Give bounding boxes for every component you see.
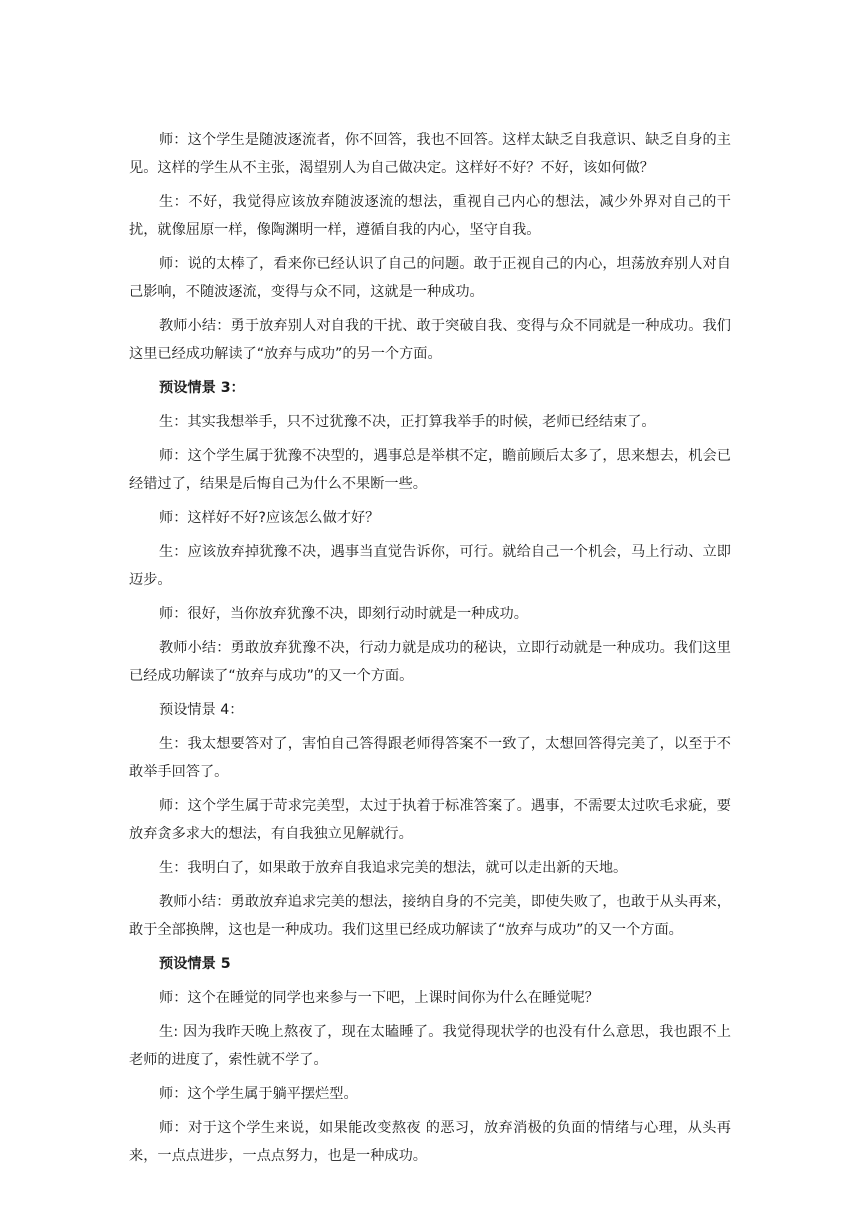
paragraph: 教师小结：勇敢放弃追求完美的想法，接纳自身的不完美，即使失败了，也敢于从头再来，敢于全部换牌，这也是一种成功。我们这里已经成功解读了“放弃与成功”的又一个方面。 [129,894,731,938]
paragraph: 教师小结：勇于放弃别人对自我的干扰、敢于突破自我、变得与众不同就是一种成功。我们这里已经成功解读了“放弃与成功”的另一个方面。 [129,318,731,362]
paragraph: 师：这个学生属于犹豫不决型的，遇事总是举棋不定，瞻前顾后太多了，思来想去，机会已经错过了，结果是后悔自己为什么不果断一些。 [129,448,731,492]
paragraph: 师：这个学生是随波逐流者，你不回答，我也不回答。这样太缺乏自我意识、缺乏自身的主见。这样的学生从不主张，渴望别人为自己做决定。这样好不好？不好，该如何做？ [129,132,731,176]
paragraph: 师：这个学生属于苛求完美型，太过于执着于标准答案了。遇事，不需要太过吹毛求疵，要放弃贪多求大的想法，有自我独立见解就行。 [129,798,731,842]
section-heading: 预设情景 4： [159,702,244,718]
paragraph: 生：应该放弃掉犹豫不决，遇事当直觉告诉你，可行。就给自己一个机会，马上行动、立即迈步。 [129,544,731,588]
section-heading: 预设情景 3： [159,380,245,396]
paragraph: 师：说的太棒了，看来你已经认识了自己的问题。敢于正视自己的内心，坦荡放弃别人对自己影响，不随波逐流，变得与众不同，这就是一种成功。 [129,256,731,300]
paragraph: 生：我太想要答对了，害怕自己答得跟老师得答案不一致了，太想回答得完美了，以至于不敢举手回答了。 [129,736,731,780]
paragraph: 教师小结：勇敢放弃犹豫不决，行动力就是成功的秘诀，立即行动就是一种成功。我们这里已经成功解读了“放弃与成功”的又一个方面。 [129,640,731,684]
paragraph: 师：这个在睡觉的同学也来参与一下吧，上课时间你为什么在睡觉呢？ [159,990,599,1006]
paragraph: 生：不好，我觉得应该放弃随波逐流的想法，重视自己内心的想法，减少外界对自己的干扰，就像屈原一样，像陶渊明一样，遵循自我的内心，坚守自我。 [129,194,731,238]
paragraph: 生: 因为我昨天晚上熬夜了，现在太瞌睡了。我觉得现状学的也没有什么意思，我也跟不上老师的进度了，索性就不学了。 [129,1024,731,1068]
section-heading: 预设情景 5 [159,956,231,972]
paragraph: 师：这样好不好?应该怎么做才好？ [159,510,380,526]
paragraph: 师：对于这个学生来说，如果能改变熬夜 的恶习，放弃消极的负面的情绪与心理，从头再来，一点点进步，一点点努力，也是一种成功。 [129,1120,731,1164]
paragraph: 生：我明白了，如果敢于放弃自我追求完美的想法，就可以走出新的天地。 [159,860,628,876]
paragraph: 师：很好，当你放弃犹豫不决，即刻行动时就是一种成功。 [159,606,528,622]
paragraph: 师：这个学生属于躺平摆烂型。 [159,1086,358,1102]
document-body [129,126,731,1176]
paragraph: 生：其实我想举手，只不过犹豫不决，正打算我举手的时候，老师已经结束了。 [159,414,656,430]
